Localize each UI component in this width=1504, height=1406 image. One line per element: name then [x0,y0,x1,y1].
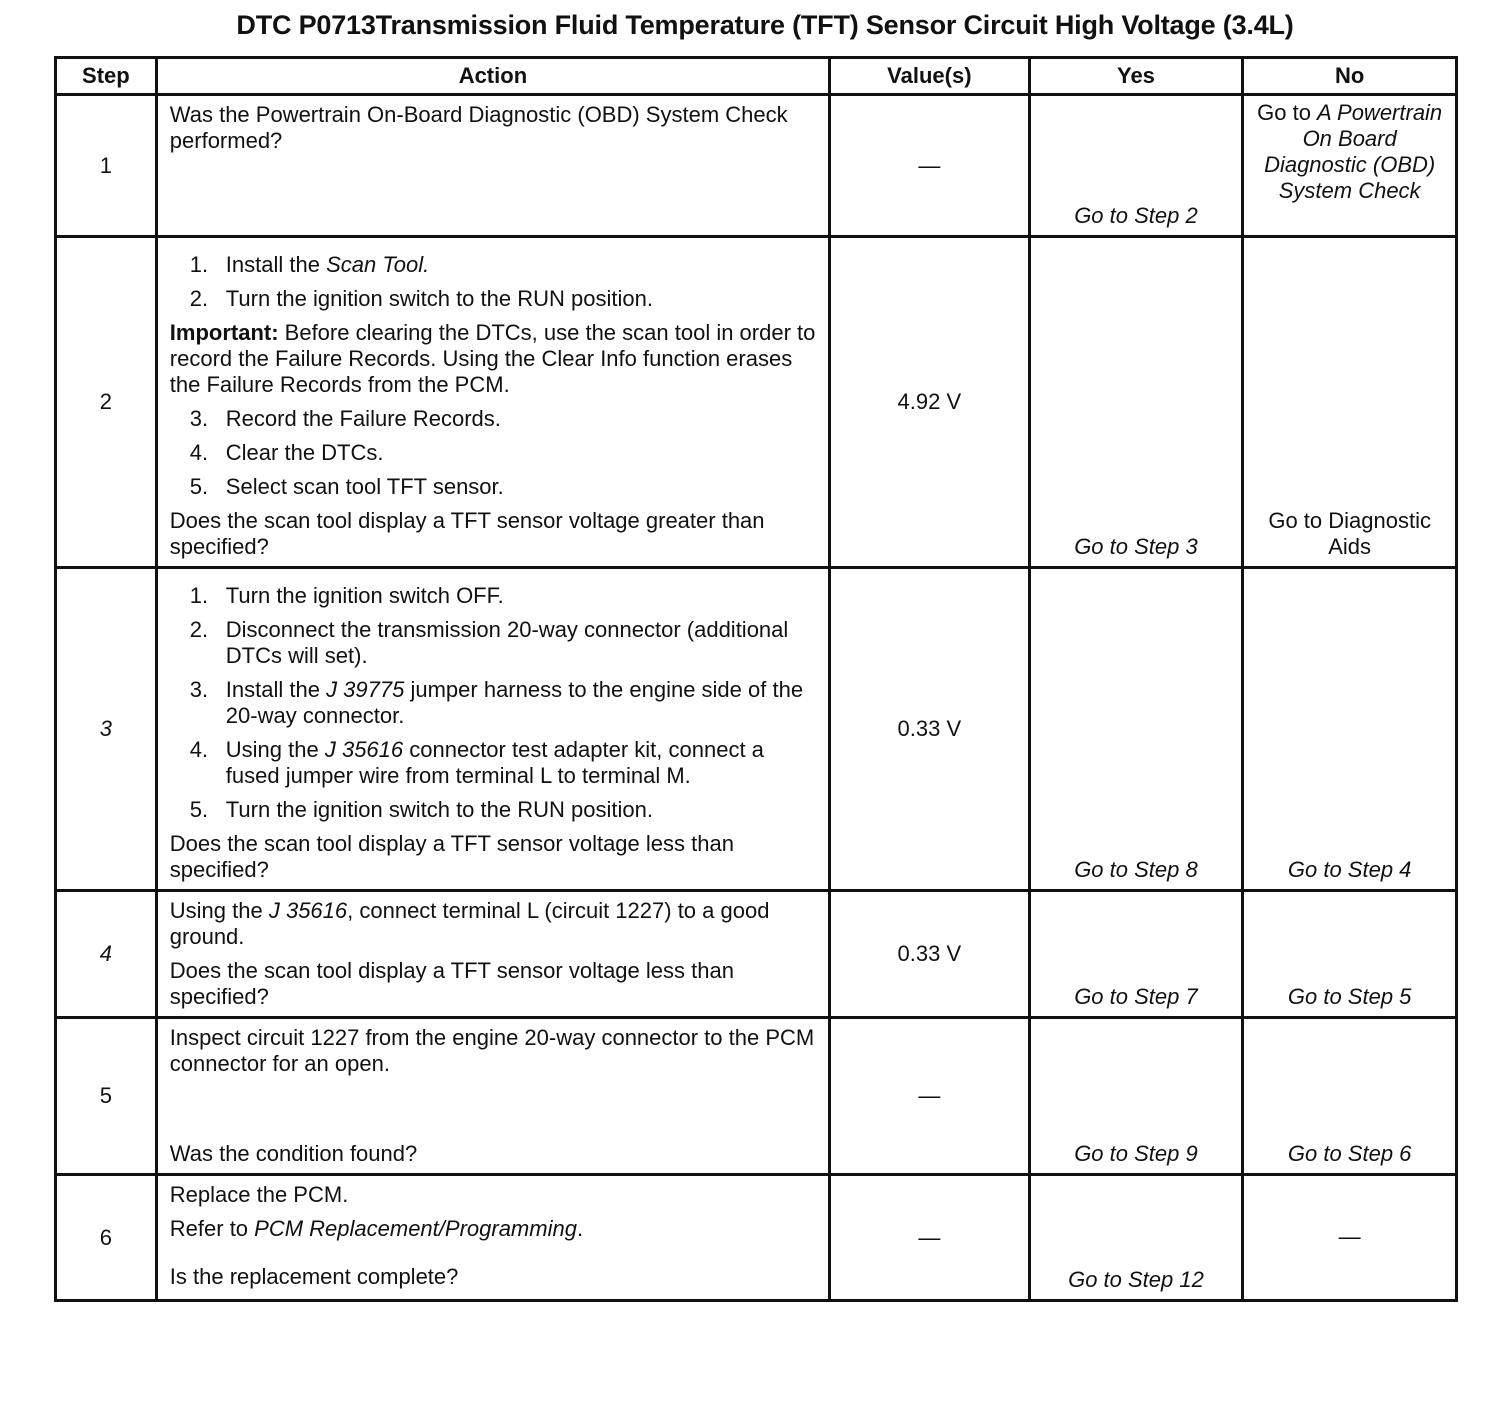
value-cell: 0.33 V [830,568,1030,891]
value-cell: 4.92 V [830,237,1030,568]
action-cell [156,95,829,237]
header-step: Step [56,58,157,95]
list-item: 2. Turn the ignition switch to the RUN position. [189,286,653,311]
important-text: Before clearing the DTCs, use the scan tool in order to record the Failure Records. Using the Clear Info function erases the Failure Records from the PCM. [169,320,816,397]
table-row [56,1175,1457,1301]
item-italic: J 39775 [326,677,405,702]
no-link: A Powertrain On Board Diagnostic (OBD) System Check [1264,100,1443,203]
item-text: Record the Failure Records. [225,406,501,431]
step-number: 5 [56,1018,157,1175]
item-text: Clear the DTCs. [225,440,384,465]
list-item: 3. Record the Failure Records. [189,406,501,431]
item-text: Turn the ignition switch to the RUN position. [225,797,653,822]
text-part: Using the [169,898,269,923]
action-list [170,583,818,823]
action-cell [156,1175,829,1301]
action-text: Was the Powertrain On-Board Diagnostic (OBD) System Check performed? [169,102,788,153]
action-text [170,898,818,950]
action-cell [156,891,829,1018]
no-cell: Go to Step 5 [1243,891,1457,1018]
header-yes: Yes [1029,58,1243,95]
list-item: 1. Turn the ignition switch OFF. [189,583,504,608]
question-text: Is the replacement complete? [169,1264,459,1289]
header-values: Value(s) [830,58,1030,95]
no-cell: — [1243,1175,1457,1301]
text-italic: J 35616 [268,898,348,923]
step-number: 3 [56,568,157,891]
question-text: Does the scan tool display a TFT sensor voltage less than specified? [169,958,734,1009]
list-item: 5. Select scan tool TFT sensor. [189,474,504,499]
no-cell [1243,95,1457,237]
list-item: 1. Install the Scan Tool. [189,252,430,277]
yes-cell: Go to Step 9 [1029,1018,1243,1175]
header-no: No [1243,58,1457,95]
value-cell: 0.33 V [830,891,1030,1018]
item-text: Install the [225,252,327,277]
refer-text [170,1216,818,1242]
text-part: . [576,1216,584,1241]
important-note [170,320,818,398]
table-row [56,891,1457,1018]
item-text: Disconnect the transmission 20-way connector (additional DTCs will set). [225,617,789,668]
table-row [56,95,1457,237]
step-number: 6 [56,1175,157,1301]
action-cell [156,568,829,891]
yes-cell: Go to Step 2 [1029,95,1243,237]
value-cell: — [830,1175,1030,1301]
no-cell: Go to Step 4 [1243,568,1457,891]
table-row [56,568,1457,891]
item-text: jumper harness to the engine side of the 20-way connector. [225,677,804,728]
step-number: 2 [56,237,157,568]
important-label: Important: [169,320,279,345]
value-cell: — [830,1018,1030,1175]
action-cell [156,237,829,568]
value-cell: — [830,95,1030,237]
list-item: 4. Using the J 35616 connector test adapter kit, connect a fused jumper wire from terminal L to terminal M. [189,737,764,788]
question-text: Does the scan tool display a TFT sensor voltage greater than specified? [169,508,765,559]
page-title: DTC P0713Transmission Fluid Temperature (TFT) Sensor Circuit High Voltage (3.4L) [236,10,1294,40]
list-item: 2. Disconnect the transmission 20-way connector (additional DTCs will set). [189,617,789,668]
action-text: Replace the PCM. [169,1182,349,1207]
no-cell: Go to Diagnostic Aids [1243,237,1457,568]
text-part: , connect terminal L (circuit 1227) to a good ground. [169,898,770,949]
item-italic: J 35616 [324,737,404,762]
item-text: Select scan tool TFT sensor. [225,474,504,499]
header-row [56,58,1457,95]
action-cell [156,1018,829,1175]
item-text: Using the [225,737,325,762]
item-text: connector test adapter kit, connect a fused jumper wire from terminal L to terminal M. [225,737,764,788]
no-prefix: Go to [1257,100,1318,125]
yes-cell: Go to Step 12 [1029,1175,1243,1301]
action-list [170,406,818,500]
list-item: 5. Turn the ignition switch to the RUN position. [189,797,653,822]
item-italic: Scan Tool. [326,252,430,277]
item-text: Install the [225,677,327,702]
diagnostic-table [54,56,1458,1302]
step-number: 1 [56,95,157,237]
list-item: 3. Install the J 39775 jumper harness to the engine side of the 20-way connector. [189,677,804,728]
text-part: Refer to [169,1216,255,1241]
item-text: Turn the ignition switch to the RUN position. [225,286,653,311]
question-text: Was the condition found? [169,1141,418,1166]
table-row [56,1018,1457,1175]
action-text: Inspect circuit 1227 from the engine 20-way connector to the PCM connector for an open. [169,1025,815,1076]
list-item: 4. Clear the DTCs. [189,440,384,465]
yes-cell: Go to Step 8 [1029,568,1243,891]
action-list [170,252,818,312]
item-text: Turn the ignition switch OFF. [225,583,504,608]
no-cell: Go to Step 6 [1243,1018,1457,1175]
table-row [56,237,1457,568]
question-text: Does the scan tool display a TFT sensor voltage less than specified? [169,831,734,882]
step-number: 4 [56,891,157,1018]
yes-cell: Go to Step 7 [1029,891,1243,1018]
yes-cell: Go to Step 3 [1029,237,1243,568]
header-action: Action [156,58,829,95]
text-italic: PCM Replacement/Programming [254,1216,577,1241]
